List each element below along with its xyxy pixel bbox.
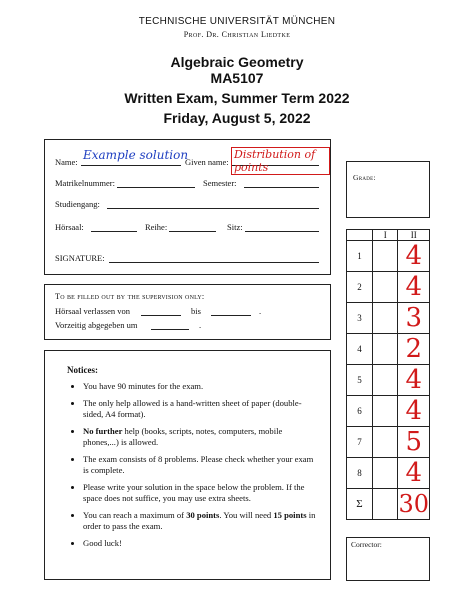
max-points: 30 points — [186, 510, 220, 520]
score-cell-II[interactable]: 4 — [398, 458, 430, 489]
sum-symbol: Σ — [347, 489, 373, 520]
column-header-I: I — [372, 230, 397, 241]
score-cell-I[interactable] — [372, 303, 397, 334]
column-header-II: II — [398, 230, 430, 241]
hoersaal-label: Hörsaal: — [55, 222, 84, 232]
reihe-label: Reihe: — [145, 222, 168, 232]
problem-number: 2 — [347, 272, 373, 303]
notices-title: Notices: — [67, 365, 98, 375]
early-line[interactable] — [151, 329, 189, 330]
notice-text: . You will need — [219, 510, 274, 520]
total-cell-II[interactable]: 30 — [398, 490, 429, 518]
semester-label: Semester: — [203, 178, 237, 188]
given-name-value: Distribution of points — [231, 147, 330, 175]
score-cell-II[interactable]: 5 — [398, 427, 430, 458]
problem-number: 5 — [347, 365, 373, 396]
left-until-line[interactable] — [211, 315, 251, 316]
score-cell-II[interactable]: 2 — [398, 334, 430, 365]
studiengang-label: Studiengang: — [55, 199, 100, 209]
score-cell-II[interactable]: 3 — [398, 303, 430, 334]
notice-text: You can reach a maximum of — [83, 510, 187, 520]
score-cell-II[interactable]: 4 — [398, 272, 430, 303]
student-info-box — [44, 139, 331, 275]
name-value: Example solution — [83, 148, 189, 162]
sitz-line[interactable] — [245, 231, 319, 232]
matrikel-label: Matrikelnummer: — [55, 178, 115, 188]
notice-item: • The exam consists of 8 problems. Please check whether your exam is complete. — [83, 454, 317, 476]
signature-label: SIGNATURE: — [55, 253, 105, 263]
name-label: Name: — [55, 157, 78, 167]
grade-label: Grade: — [353, 173, 376, 182]
problem-number: 8 — [347, 458, 373, 489]
exam-term: Written Exam, Summer Term 2022 — [124, 90, 350, 106]
problem-number: 7 — [347, 427, 373, 458]
early-label: Vorzeitig abgegeben um — [55, 320, 138, 330]
score-cell-I[interactable] — [372, 365, 397, 396]
signature-line[interactable] — [109, 262, 319, 263]
score-cell-I[interactable] — [372, 427, 397, 458]
score-cell-I[interactable] — [372, 396, 397, 427]
points-table — [346, 229, 430, 520]
given-name-label: Given name: — [185, 157, 229, 167]
notice-item — [83, 426, 317, 448]
studiengang-line[interactable] — [107, 208, 319, 209]
notice-item — [83, 510, 317, 532]
bis-label: bis — [191, 306, 201, 316]
notice-item: • Good luck! — [83, 538, 317, 549]
corner-cell — [347, 230, 373, 241]
university-name: TECHNISCHE UNIVERSITÄT MÜNCHEN — [138, 16, 336, 27]
score-cell-I[interactable] — [372, 272, 397, 303]
score-cell-II[interactable]: 4 — [398, 241, 430, 272]
notice-item: • The only help allowed is a hand-written sheet of paper (double-sided, A4 format). — [83, 398, 317, 420]
corrector-box[interactable] — [346, 537, 430, 581]
problem-number: 6 — [347, 396, 373, 427]
notices-box — [44, 350, 331, 580]
hoersaal-line[interactable] — [91, 231, 137, 232]
score-cell-I[interactable] — [372, 241, 397, 272]
problem-number: 4 — [347, 334, 373, 365]
semester-line[interactable] — [244, 187, 319, 188]
period-1: . — [259, 306, 262, 316]
total-cell-I[interactable] — [372, 489, 397, 520]
grade-box — [346, 161, 430, 218]
period-2: . — [199, 320, 202, 330]
no-further-text: No further — [83, 426, 123, 436]
professor-name: Prof. Dr. Christian Liedtke — [183, 30, 291, 39]
notice-item-text: help (books, scripts, notes, computers, mobile phones,...) is allowed. — [83, 426, 283, 447]
exam-date: Friday, August 5, 2022 — [163, 110, 311, 126]
score-cell-I[interactable] — [372, 334, 397, 365]
score-cell-I[interactable] — [372, 458, 397, 489]
matrikel-line[interactable] — [117, 187, 195, 188]
left-from-line[interactable] — [141, 315, 181, 316]
course-title: Algebraic Geometry — [170, 54, 304, 70]
hoersaal-verlassen-label: Hörsaal verlassen von — [55, 306, 131, 316]
notices-list — [67, 381, 317, 549]
score-cell-II[interactable]: 4 — [398, 396, 430, 427]
name-line[interactable] — [81, 165, 181, 166]
sitz-label: Sitz: — [227, 222, 243, 232]
supervision-box — [44, 284, 331, 340]
notice-item: • Please write your solution in the space below the problem. If the space does not suffice, you may use extra sheets. — [83, 482, 317, 504]
notice-item: • You have 90 minutes for the exam. — [83, 381, 317, 392]
pass-points: 15 points — [273, 510, 307, 520]
course-code: MA5107 — [210, 70, 264, 86]
problem-number: 1 — [347, 241, 373, 272]
score-cell-II[interactable]: 4 — [398, 365, 430, 396]
supervision-title: To be filled out by the supervision only: — [55, 292, 205, 301]
reihe-line[interactable] — [169, 231, 216, 232]
corrector-label: Corrector: — [351, 540, 382, 549]
problem-number: 3 — [347, 303, 373, 334]
notice-text: in order to pass the exam. — [83, 510, 316, 531]
